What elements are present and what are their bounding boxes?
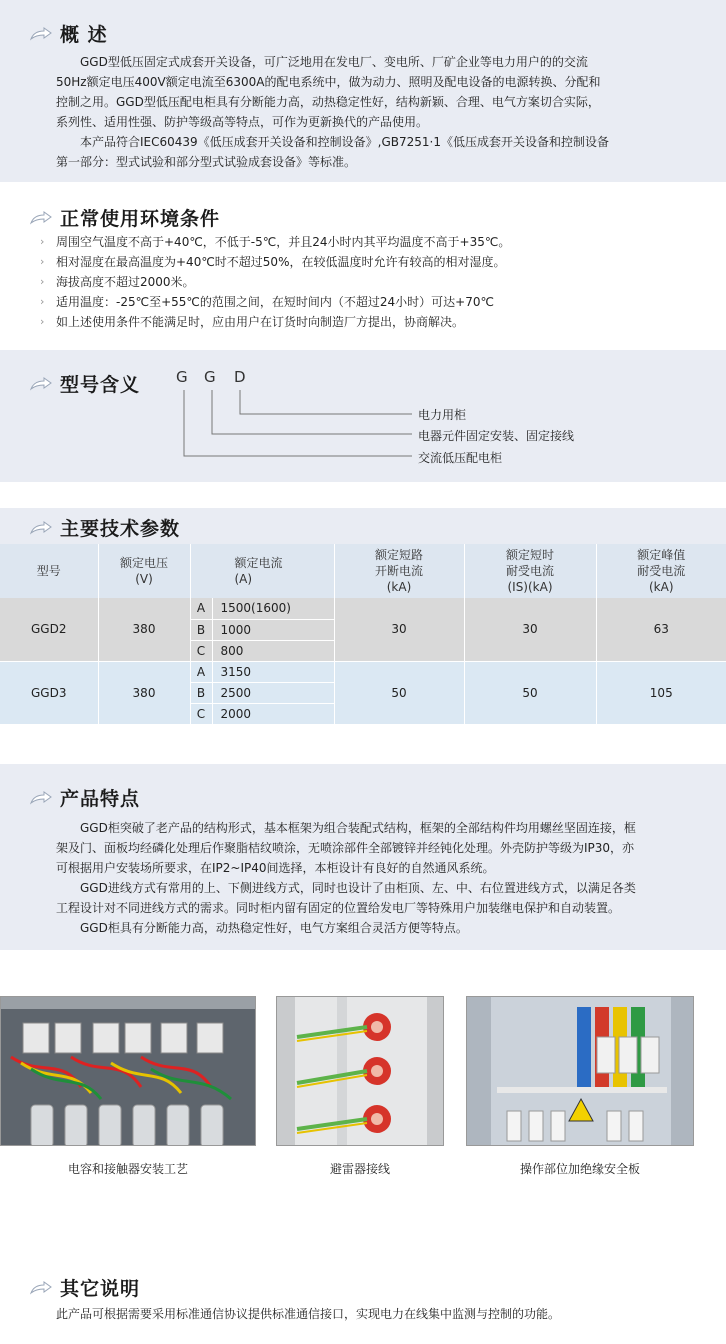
photo-caption-arrester: 避雷器接线 bbox=[329, 1162, 390, 1176]
overview-line: 控制之用。GGD型低压配电柜具有分断能力高，动热稳定性好，结构新颖、合理、电气方案切合实际， bbox=[56, 95, 600, 109]
other-header bbox=[30, 1274, 140, 1301]
table-header-row bbox=[0, 544, 726, 598]
overview-line: 本产品符合IEC60439《低压成套开关设备和控制设备》,GB7251·1《低压成套开关设备和控制设备 bbox=[80, 135, 610, 149]
overview-line: 第一部分：型式试验和部分型式试验成套设备》等标准。 bbox=[56, 155, 357, 169]
features-title: 产品特点 bbox=[60, 788, 141, 810]
features-line: GGD柜突破了老产品的结构形式，基本框架为组合装配式结构，框架的全部结构件均用螺丝坚固连接，框 bbox=[80, 821, 636, 835]
list-item: › 相对湿度在最高温度为+40℃时不超过50%，在较低温度时允许有较高的相对湿度。 bbox=[40, 252, 700, 272]
features-header bbox=[30, 784, 140, 811]
chevron-right-icon: › bbox=[40, 255, 45, 268]
table-row: GGD2 380 A 1500(1600) 30 30 63 bbox=[0, 598, 726, 619]
list-item: › 适用温度：-25℃至+55℃的范围之间，在短时间内（不超过24小时）可达+70℃ bbox=[40, 292, 700, 312]
model-meaning-3: 交流低压配电柜 bbox=[418, 451, 503, 465]
arrow-icon bbox=[30, 521, 52, 535]
arrester-photo bbox=[276, 996, 444, 1146]
spec-table bbox=[0, 544, 726, 725]
list-item: › 如上述使用条件不能满足时，应由用户在订货时向制造厂方提出，协商解决。 bbox=[40, 312, 700, 332]
other-title: 其它说明 bbox=[60, 1278, 141, 1300]
col-header-current: 额定电流 (A) bbox=[190, 544, 334, 598]
overview-line: 系列性、适用性强、防护等级高等特点，可作为更新换代的产品使用。 bbox=[56, 115, 429, 129]
features-line: GGD进线方式有常用的上、下侧进线方式，同时也设计了由柜顶、左、中、右位置进线方式，以满足各类 bbox=[80, 881, 636, 895]
insulation-board-photo bbox=[466, 996, 694, 1146]
table-row: C 2000 bbox=[0, 703, 726, 724]
features-line: 工程设计对不同进线方式的需求。同时柜内留有固定的位置给发电厂等特殊用户加装继电保护和自动装置。 bbox=[56, 901, 621, 915]
table-row: C 800 bbox=[0, 640, 726, 661]
arrow-icon bbox=[30, 1281, 52, 1295]
capacitor-contactor-photo bbox=[0, 996, 256, 1146]
features-line: 可根据用户安装场所要求，在IP2~IP40间选择，本柜设计有良好的自然通风系统。 bbox=[56, 861, 495, 875]
arrow-icon bbox=[30, 791, 52, 805]
col-header-withstand: 额定短时 耐受电流 (IS)(kA) bbox=[464, 544, 596, 598]
features-line: GGD柜具有分断能力高，动热稳定性好，电气方案组合灵活方便等特点。 bbox=[80, 921, 468, 935]
spec-title: 主要技术参数 bbox=[60, 518, 181, 540]
photo-caption-insulation: 操作部位加绝缘安全板 bbox=[519, 1162, 640, 1176]
arrester-illustration bbox=[277, 997, 444, 1146]
col-header-breaking: 额定短路 开断电流 (kA) bbox=[334, 544, 464, 598]
model-meaning-1: 电力用柜 bbox=[418, 408, 467, 422]
overview-line: GGD型低压固定式成套开关设备，可广泛地用在发电厂、变电所、厂矿企业等电力用户的的交流 bbox=[80, 55, 588, 69]
model-letter: D bbox=[234, 368, 246, 386]
overview-line: 50Hz额定电压400V额定电流至6300A的配电系统中，做为动力、照明及配电设备的电源转换、分配和 bbox=[56, 75, 601, 89]
insulation-board-illustration bbox=[467, 997, 694, 1146]
col-header-model: 型号 bbox=[0, 544, 98, 598]
model-letter: G bbox=[176, 368, 188, 386]
chevron-right-icon: › bbox=[40, 235, 45, 248]
overview-title: 概 述 bbox=[60, 24, 108, 46]
model-letter: G bbox=[204, 368, 216, 386]
model-meaning-2: 电器元件固定安装、固定接线 bbox=[418, 429, 575, 443]
table-row: B 1000 bbox=[0, 619, 726, 640]
col-header-voltage: 额定电压 (V) bbox=[98, 544, 190, 598]
other-text: 此产品可根据需要采用标准通信协议提供标准通信接口，实现电力在线集中监测与控制的功能。 bbox=[56, 1307, 561, 1321]
chevron-right-icon: › bbox=[40, 315, 45, 328]
list-item: › 周围空气温度不高于+40℃，不低于-5℃，并且24小时内其平均温度不高于+35℃。 bbox=[40, 232, 700, 252]
features-line: 架及门、面板均经磷化处理后作聚脂桔纹喷涂，无喷涂部件全部镀锌并经钝化处理。外壳防护等级为IP30，亦 bbox=[56, 841, 635, 855]
spec-header bbox=[30, 514, 180, 541]
chevron-right-icon: › bbox=[40, 295, 45, 308]
environment-title: 正常使用环境条件 bbox=[60, 208, 221, 230]
model-diagram-lines bbox=[0, 0, 726, 482]
photo-caption-capacitor: 电容和接触器安装工艺 bbox=[67, 1162, 188, 1176]
chevron-right-icon: › bbox=[40, 275, 45, 288]
features-text bbox=[56, 818, 686, 938]
capacitor-contactor-illustration bbox=[1, 997, 256, 1146]
col-header-peak: 额定峰值 耐受电流 (kA) bbox=[596, 544, 726, 598]
model-title: 型号含义 bbox=[60, 374, 141, 396]
table-row: GGD3 380 A 3150 50 50 105 bbox=[0, 661, 726, 682]
table-row: B 2500 bbox=[0, 682, 726, 703]
list-item: › 海拔高度不超过2000米。 bbox=[40, 272, 700, 292]
